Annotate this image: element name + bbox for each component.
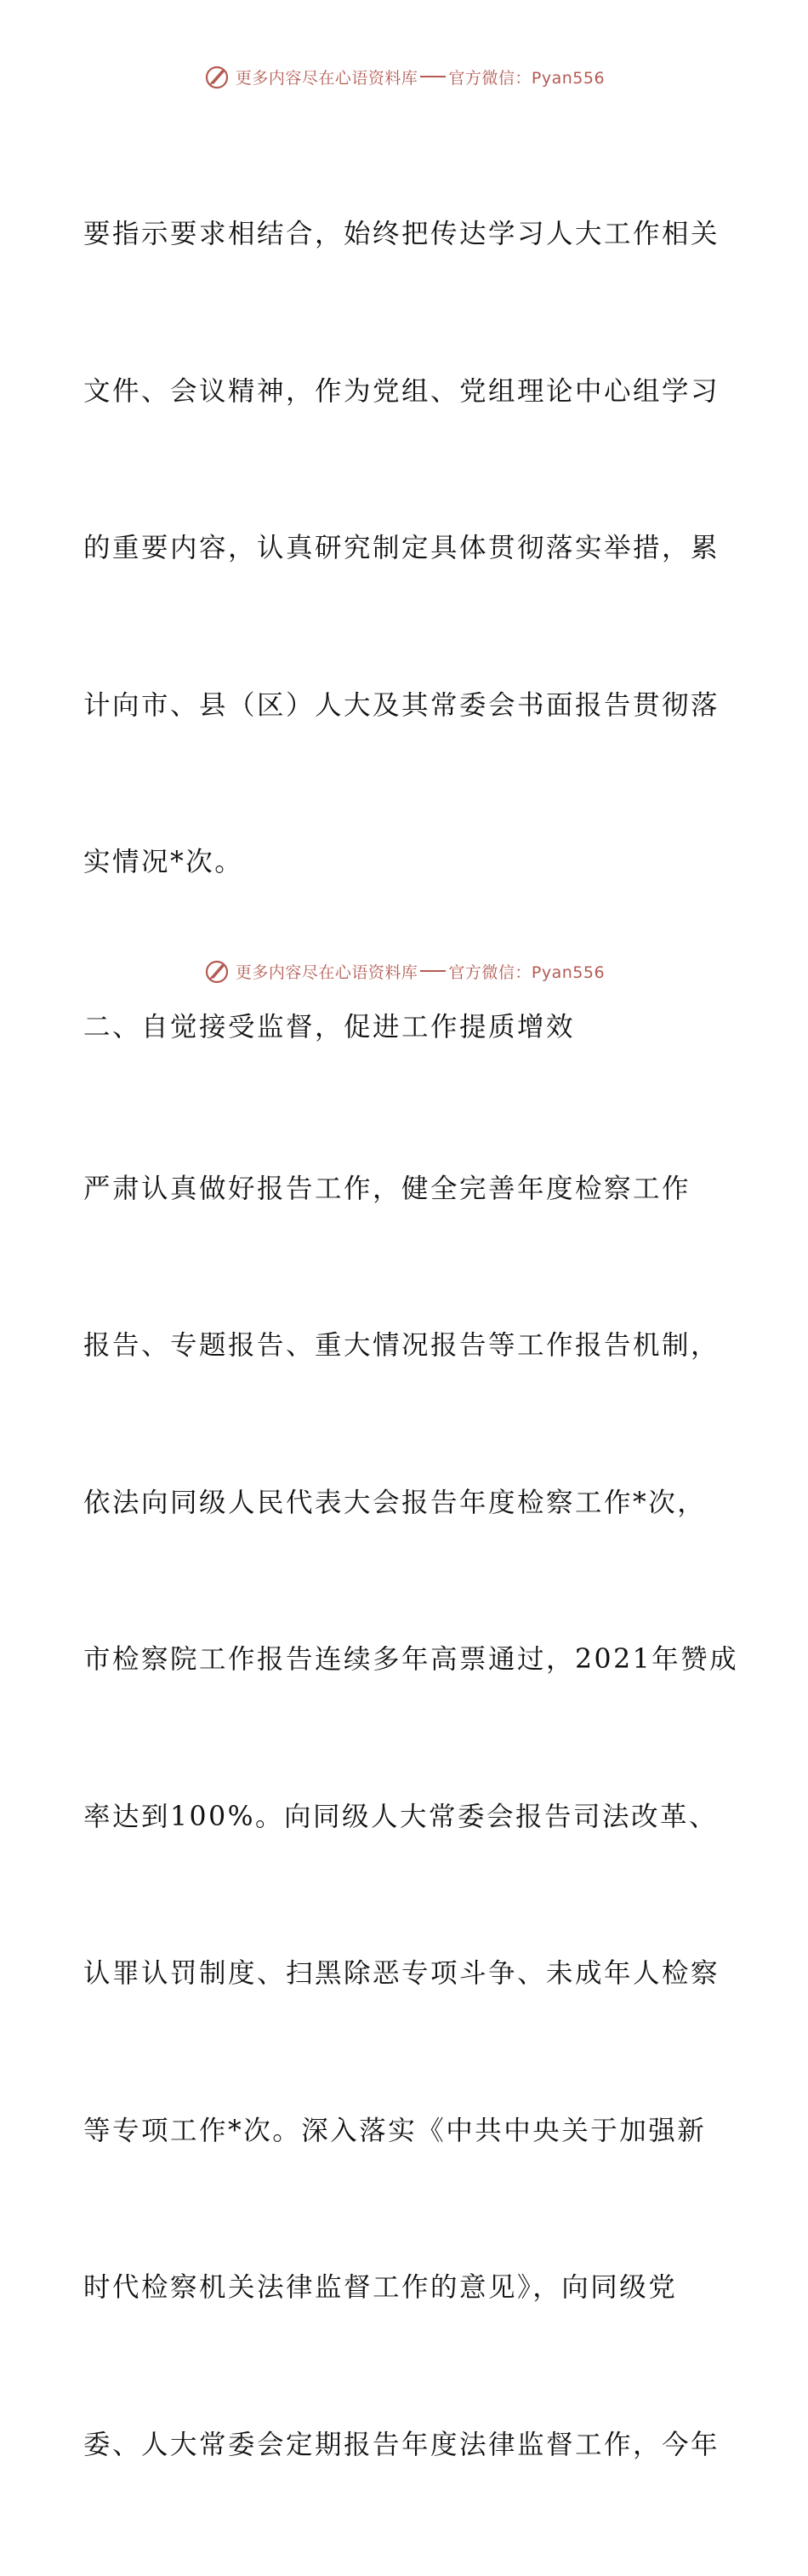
text-line: 要指示要求相结合，始终把传达学习人大工作相关 xyxy=(83,208,730,261)
text-line: 委、人大常委会定期报告年度法律监督工作，今年 xyxy=(83,2419,730,2472)
text-line: 严肃认真做好报告工作，健全完善年度检察工作 xyxy=(83,1163,730,1216)
text-line: 市检察院工作报告连续多年高票通过，2021年赞成 xyxy=(83,1634,730,1687)
watermark-brand: 更多内容尽在心语资料库 xyxy=(236,66,418,89)
text-line: 的重要内容，认真研究制定具体贯彻落实举措，累 xyxy=(83,523,730,575)
watermark-brand: 更多内容尽在心语资料库 xyxy=(236,960,418,983)
watermark-dash xyxy=(420,76,446,77)
watermark-footer xyxy=(0,954,808,988)
document-body xyxy=(83,104,730,2576)
paragraph-2 xyxy=(83,1059,730,2576)
watermark-header xyxy=(0,60,808,94)
watermark-dash xyxy=(420,970,446,972)
text-line: 实情况*次。 xyxy=(83,837,730,889)
text-line: 计向市、县（区）人大及其常委会书面报告贯彻落 xyxy=(83,680,730,733)
text-line: 率达到100%。向同级人大常委会报告司法改革、 xyxy=(83,1791,730,1844)
text-line: 认罪认罚制度、扫黑除恶专项斗争、未成年人检察 xyxy=(83,1948,730,2001)
text-line: 等专项工作*次。深入落实《中共中央关于加强新 xyxy=(83,2105,730,2158)
watermark-suffix: 官方微信：Pyan556 xyxy=(448,66,605,89)
text-line: 依法向同级人民代表大会报告年度检察工作*次， xyxy=(83,1477,730,1530)
paragraph-1 xyxy=(83,104,730,994)
quill-logo-icon xyxy=(203,63,230,90)
section-heading: 二、自觉接受监督，促进工作提质增效 xyxy=(83,996,730,1059)
text-line: 文件、会议精神，作为党组、党组理论中心组学习 xyxy=(83,366,730,419)
text-line: 时代检察机关法律监督工作的意见》，向同级党 xyxy=(83,2262,730,2315)
text-line: 报告、专题报告、重大情况报告等工作报告机制， xyxy=(83,1320,730,1373)
quill-logo-icon xyxy=(203,957,230,985)
watermark-suffix: 官方微信：Pyan556 xyxy=(448,960,605,983)
